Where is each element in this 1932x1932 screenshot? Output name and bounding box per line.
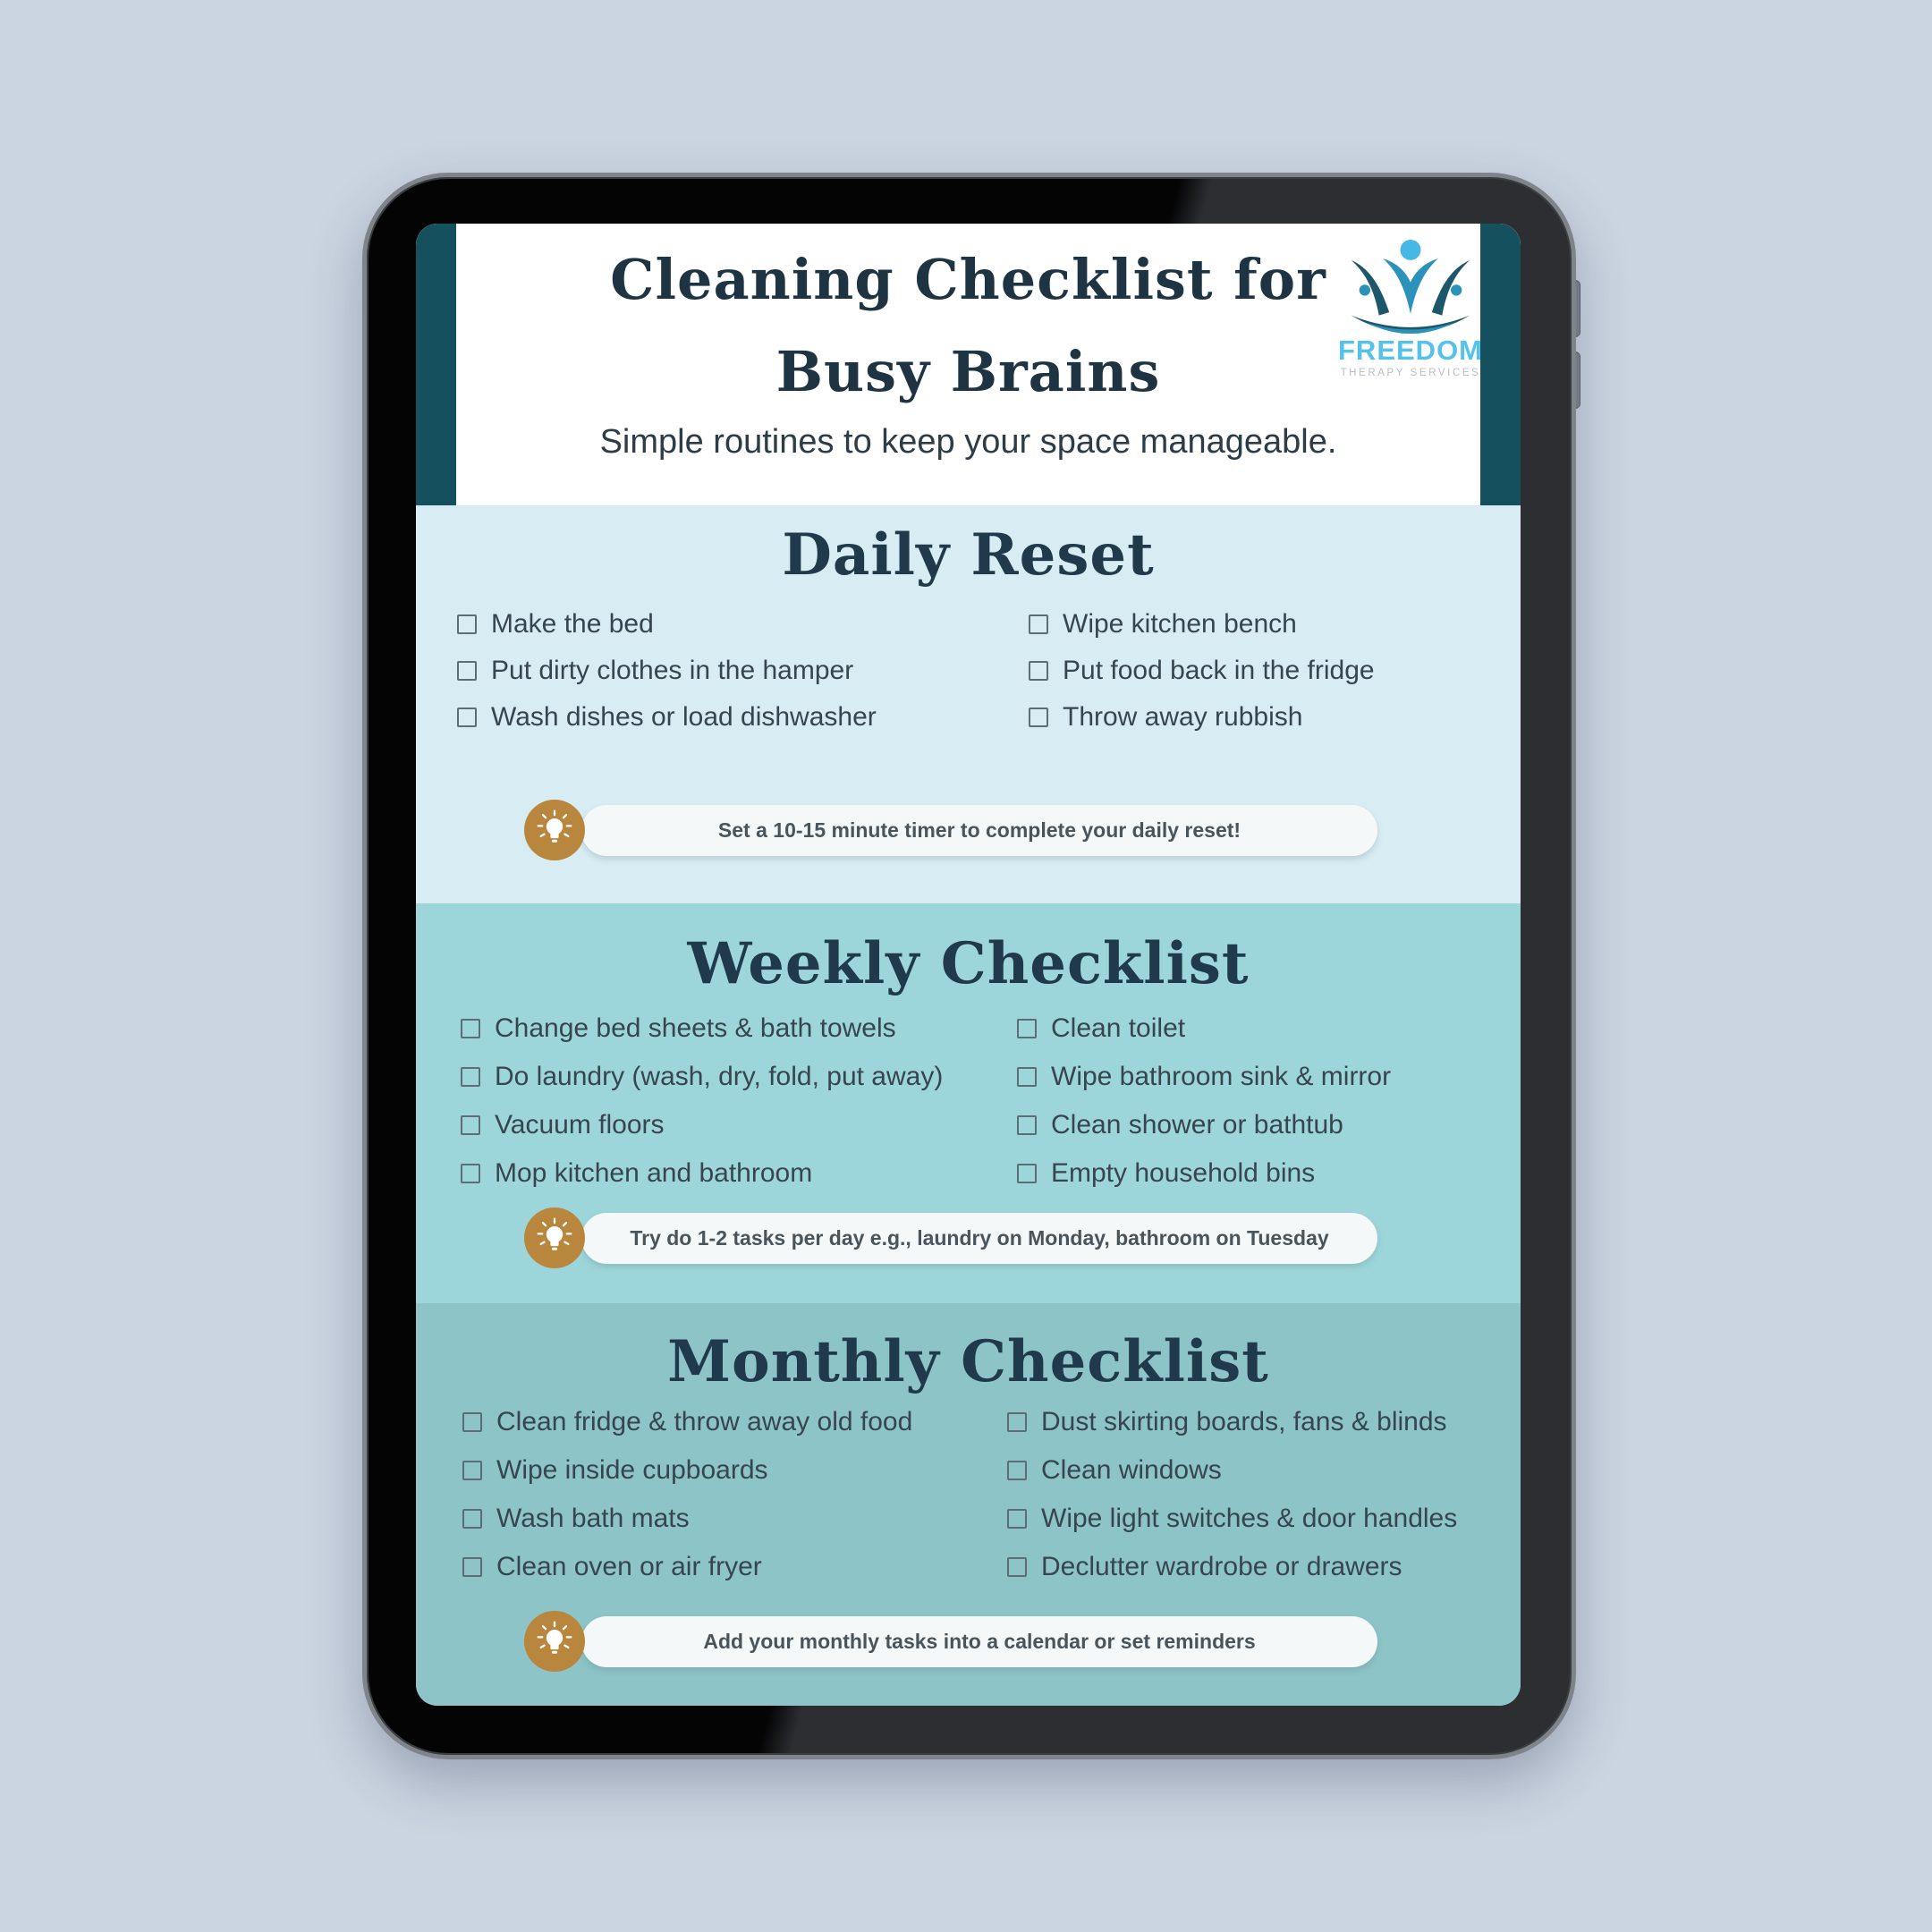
checkbox-icon[interactable] xyxy=(1007,1412,1027,1432)
checklist-item xyxy=(457,648,877,694)
tip-row xyxy=(524,1611,1377,1672)
tip-text: Try do 1-2 tasks per day e.g., laundry on Monday, bathroom on Tuesday xyxy=(630,1225,1329,1250)
page-title-line2: Busy Brains xyxy=(775,339,1161,404)
checklist-item-label: Wash bath mats xyxy=(496,1504,690,1533)
checklist-item xyxy=(1029,694,1375,741)
lightbulb-icon xyxy=(524,1208,585,1268)
freedom-logo xyxy=(1330,238,1491,379)
checklist-item-label: Throw away rubbish xyxy=(1063,702,1303,732)
checkbox-icon[interactable] xyxy=(462,1461,482,1480)
document-header xyxy=(416,224,1521,505)
checklist-column xyxy=(1017,1004,1391,1198)
checkbox-icon[interactable] xyxy=(1007,1461,1027,1480)
checklist-item-label: Put dirty clothes in the hamper xyxy=(491,656,854,685)
checklist-item xyxy=(461,1149,943,1198)
checkbox-icon[interactable] xyxy=(461,1019,480,1038)
checkbox-icon[interactable] xyxy=(1029,708,1048,727)
checkbox-icon[interactable] xyxy=(462,1557,482,1577)
checklist-item-label: Make the bed xyxy=(491,609,654,639)
section-title: Weekly Checklist xyxy=(687,930,1250,997)
tablet-device xyxy=(362,173,1576,1759)
lightbulb-icon xyxy=(524,1611,585,1672)
checklist-item xyxy=(462,1446,912,1495)
lightbulb-icon xyxy=(524,800,585,860)
logo-tagline-text: THERAPY SERVICES xyxy=(1340,368,1481,378)
checkbox-icon[interactable] xyxy=(461,1067,480,1087)
checklist-item xyxy=(1007,1495,1457,1543)
checklist-item-label: Empty household bins xyxy=(1051,1158,1316,1188)
checklist-column xyxy=(1007,1398,1457,1591)
checkbox-icon[interactable] xyxy=(1017,1164,1037,1183)
tip-text: Set a 10-15 minute timer to complete your daily reset! xyxy=(717,818,1241,842)
checklist-item xyxy=(1017,1004,1391,1053)
checklist-item xyxy=(1007,1543,1457,1591)
checklist-item xyxy=(1017,1053,1391,1101)
checkbox-icon[interactable] xyxy=(457,614,477,634)
checkbox-icon[interactable] xyxy=(1017,1067,1037,1087)
checkbox-icon[interactable] xyxy=(1029,661,1048,681)
checklist-item xyxy=(1007,1446,1457,1495)
section-daily-reset xyxy=(416,505,1521,903)
checklist-item xyxy=(461,1004,943,1053)
checklist-item-label: Wipe kitchen bench xyxy=(1063,609,1297,639)
checkbox-icon[interactable] xyxy=(1017,1019,1037,1038)
checkbox-icon[interactable] xyxy=(461,1164,480,1183)
checklist-item-label: Clean toilet xyxy=(1051,1013,1186,1043)
checklist-column xyxy=(1029,601,1375,741)
checklist-item xyxy=(461,1053,943,1101)
checklist-item xyxy=(462,1543,912,1591)
checkbox-icon[interactable] xyxy=(461,1115,480,1135)
checklist-item xyxy=(1029,601,1375,648)
checklist-item xyxy=(462,1495,912,1543)
checkbox-icon[interactable] xyxy=(457,661,477,681)
page-title-line1: Cleaning Checklist for xyxy=(610,247,1326,312)
checklist-item xyxy=(1017,1101,1391,1149)
checklist-item-label: Declutter wardrobe or drawers xyxy=(1041,1552,1402,1581)
checklist-item-label: Clean windows xyxy=(1041,1455,1222,1485)
checklist-item xyxy=(457,601,877,648)
checklist-item xyxy=(1029,648,1375,694)
tip-text: Add your monthly tasks into a calendar or set reminders xyxy=(703,1629,1256,1653)
section-title: Daily Reset xyxy=(782,521,1155,589)
freedom-logo-icon xyxy=(1343,238,1478,335)
checklist-item xyxy=(461,1101,943,1149)
tip-pill xyxy=(581,805,1377,856)
section-weekly-checklist xyxy=(416,903,1521,1303)
checklist-item-label: Wash dishes or load dishwasher xyxy=(491,702,877,732)
tip-pill xyxy=(581,1213,1377,1264)
checkbox-icon[interactable] xyxy=(1029,614,1048,634)
tip-pill xyxy=(581,1616,1377,1667)
checklist-item-label: Wipe light switches & door handles xyxy=(1041,1504,1458,1533)
section-title: Monthly Checklist xyxy=(667,1328,1269,1395)
tip-row xyxy=(524,800,1377,860)
checklist-item-label: Wipe inside cupboards xyxy=(496,1455,768,1485)
checkbox-icon[interactable] xyxy=(1007,1557,1027,1577)
checklist-item-label: Vacuum floors xyxy=(495,1110,665,1140)
checklist-column xyxy=(461,1004,943,1198)
checkbox-icon[interactable] xyxy=(1017,1115,1037,1135)
checkbox-icon[interactable] xyxy=(1007,1509,1027,1529)
tip-row xyxy=(524,1208,1377,1268)
page-subtitle: Simple routines to keep your space manageable. xyxy=(599,423,1337,461)
checkbox-icon[interactable] xyxy=(457,708,477,727)
checklist-item xyxy=(1007,1398,1457,1446)
checklist-item-label: Clean fridge & throw away old food xyxy=(496,1407,913,1436)
checklist-item-label: Dust skirting boards, fans & blinds xyxy=(1041,1407,1447,1436)
checkbox-icon[interactable] xyxy=(462,1412,482,1432)
checklist-item-label: Change bed sheets & bath towels xyxy=(495,1013,896,1043)
section-monthly-checklist xyxy=(416,1303,1521,1706)
checklist-item-label: Clean oven or air fryer xyxy=(496,1552,762,1581)
logo-brand-text: FREEDOM xyxy=(1338,335,1483,366)
tablet-screen xyxy=(416,224,1521,1706)
checklist-item xyxy=(457,694,877,741)
checklist-item-label: Clean shower or bathtub xyxy=(1051,1110,1343,1140)
checklist-column xyxy=(457,601,877,741)
checkbox-icon[interactable] xyxy=(462,1509,482,1529)
checklist-item xyxy=(462,1398,912,1446)
checklist-item xyxy=(1017,1149,1391,1198)
checklist-column xyxy=(462,1398,912,1591)
checklist-item-label: Put food back in the fridge xyxy=(1063,656,1375,685)
checklist-item-label: Do laundry (wash, dry, fold, put away) xyxy=(495,1062,944,1091)
checklist-item-label: Wipe bathroom sink & mirror xyxy=(1051,1062,1392,1091)
checklist-item-label: Mop kitchen and bathroom xyxy=(495,1158,813,1188)
